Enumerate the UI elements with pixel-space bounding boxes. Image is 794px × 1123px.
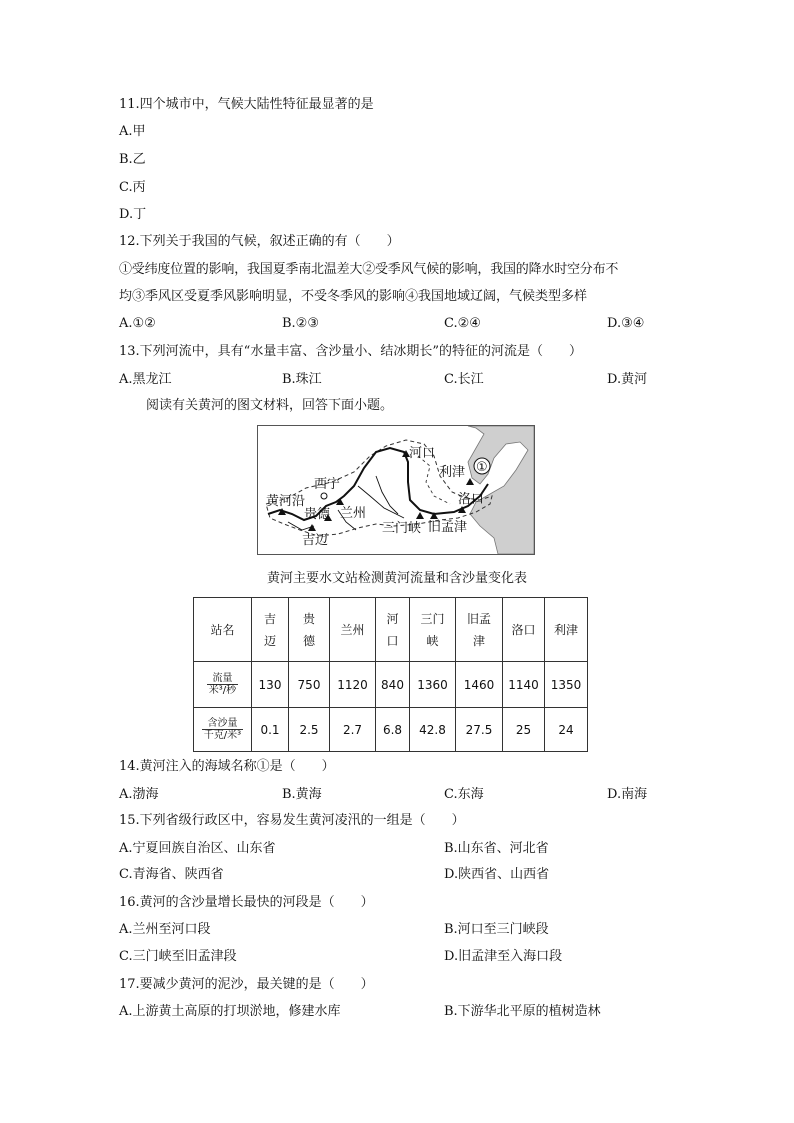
yellow-river-map xyxy=(257,425,535,555)
q15-stem: 15.下列省级行政区中，容易发生黄河凌汛的一组是（ ） xyxy=(119,813,465,828)
map-label-lijin: 利津 xyxy=(439,465,466,480)
sediment-value: 42.8 xyxy=(410,708,456,752)
table-row-sediment xyxy=(194,708,588,752)
flow-value: 1360 xyxy=(410,662,456,708)
table-header-label: 站名 xyxy=(194,598,252,662)
station-hekou: 河 口 xyxy=(376,598,410,662)
tributary xyxy=(376,476,398,514)
map-label-guide: 贵德 xyxy=(304,507,331,522)
q12-statements-line1: ①受纬度位置的影响，我国夏季南北温差大②受季风气候的影响，我国的降水时空分布不 xyxy=(119,262,619,277)
q11-option-a: A.甲 xyxy=(119,124,146,139)
q15-option-c: C.青海省、陕西省 xyxy=(119,867,224,882)
q14-stem: 14.黄河注入的海域名称①是（ ） xyxy=(119,759,335,774)
sea-area xyxy=(468,426,534,554)
map-label-huangheyan: 黄河沿 xyxy=(266,494,306,509)
sediment-value: 25 xyxy=(503,708,545,752)
q12-option-a: A.①② xyxy=(119,316,156,331)
q16-option-a: A.兰州至河口段 xyxy=(119,922,211,937)
q11-option-d: D.丁 xyxy=(119,207,147,222)
reading-intro: 阅读有关黄河的图文材料，回答下面小题。 xyxy=(146,398,394,413)
q17-option-a: A.上游黄土高原的打坝淤地，修建水库 xyxy=(119,1004,341,1019)
q13-option-b: B.珠江 xyxy=(282,372,322,387)
station-lanzhou: 兰州 xyxy=(330,598,376,662)
q11-stem: 11.四个城市中，气候大陆性特征最显著的是 xyxy=(119,97,374,112)
q16-option-c: C.三门峡至旧孟津段 xyxy=(119,949,237,964)
flow-value: 1460 xyxy=(456,662,503,708)
q13-stem: 13.下列河流中，具有“水量丰富、含沙量小、结冰期长”的特征的河流是（ ） xyxy=(119,344,582,359)
city-marker xyxy=(321,493,327,499)
yellow-river xyxy=(268,448,488,520)
inner-boundary xyxy=(418,456,450,504)
q14-option-a: A.渤海 xyxy=(119,787,159,802)
q15-option-d: D.陕西省、山西省 xyxy=(444,867,550,882)
station-jiumengjin: 旧孟 津 xyxy=(456,598,503,662)
sediment-value: 0.1 xyxy=(252,708,289,752)
table-row-flow xyxy=(194,662,588,708)
sediment-value: 2.5 xyxy=(289,708,330,752)
q12-option-b: B.②③ xyxy=(282,316,319,331)
flow-value: 1120 xyxy=(330,662,376,708)
map-label-xining: 西宁 xyxy=(314,477,341,492)
sediment-value: 6.8 xyxy=(376,708,410,752)
station-marker xyxy=(416,512,424,519)
flow-value: 130 xyxy=(252,662,289,708)
q17-option-b: B.下游华北平原的植树造林 xyxy=(444,1004,601,1019)
map-label-hekou: 河口 xyxy=(409,446,436,461)
q12-stem: 12.下列关于我国的气候，叙述正确的有（ ） xyxy=(119,234,400,249)
q15-option-b: B.山东省、河北省 xyxy=(444,841,549,856)
sediment-value: 2.7 xyxy=(330,708,376,752)
q12-statements-line2: 均③季风区受夏季风影响明显，不受冬季风的影响④我国地域辽阔，气候类型多样 xyxy=(119,289,588,304)
station-luokou: 洛口 xyxy=(503,598,545,662)
q12-option-d: D.③④ xyxy=(607,316,645,331)
sediment-value: 27.5 xyxy=(456,708,503,752)
q13-option-c: C.长江 xyxy=(444,372,484,387)
flow-value: 840 xyxy=(376,662,410,708)
station-lijin: 利津 xyxy=(545,598,588,662)
q13-option-d: D.黄河 xyxy=(607,372,648,387)
flow-label: 流量 米³/秒 xyxy=(194,662,252,708)
q17-stem: 17.要减少黄河的泥沙，最关键的是（ ） xyxy=(119,977,374,992)
map-label-luokou: 洛口 xyxy=(458,492,485,507)
q14-option-b: B.黄海 xyxy=(282,787,322,802)
station-jimai: 吉 迈 xyxy=(252,598,289,662)
q16-option-d: D.旧孟津至入海口段 xyxy=(444,949,563,964)
map-label-jimai: 吉迈 xyxy=(302,533,329,548)
q12-option-c: C.②④ xyxy=(444,316,481,331)
map-label-sanmenxia: 三门峡 xyxy=(382,521,422,536)
map-label-marker: ① xyxy=(476,460,488,475)
q11-option-c: C.丙 xyxy=(119,180,146,195)
table-header-row xyxy=(194,598,588,662)
station-sanmenxia: 三门 峡 xyxy=(410,598,456,662)
q15-option-a: A.宁夏回族自治区、山东省 xyxy=(119,841,276,856)
flow-value: 1140 xyxy=(503,662,545,708)
map-label-jiumengjin: 旧孟津 xyxy=(428,520,468,535)
flow-value: 750 xyxy=(289,662,330,708)
q13-option-a: A.黑龙江 xyxy=(119,372,172,387)
q14-option-c: C.东海 xyxy=(444,787,484,802)
sediment-label: 含沙量 千克/米³ xyxy=(194,708,252,752)
q14-option-d: D.南海 xyxy=(607,787,648,802)
table-title: 黄河主要水文站检测黄河流量和含沙量变化表 xyxy=(266,571,527,586)
q11-option-b: B.乙 xyxy=(119,152,146,167)
map-label-lanzhou: 兰州 xyxy=(340,506,367,521)
flow-value: 1350 xyxy=(545,662,588,708)
q16-option-b: B.河口至三门峡段 xyxy=(444,922,549,937)
sediment-value: 24 xyxy=(545,708,588,752)
station-guide: 贵 德 xyxy=(289,598,330,662)
q16-stem: 16.黄河的含沙量增长最快的河段是（ ） xyxy=(119,895,374,910)
hydrology-table xyxy=(193,597,588,752)
